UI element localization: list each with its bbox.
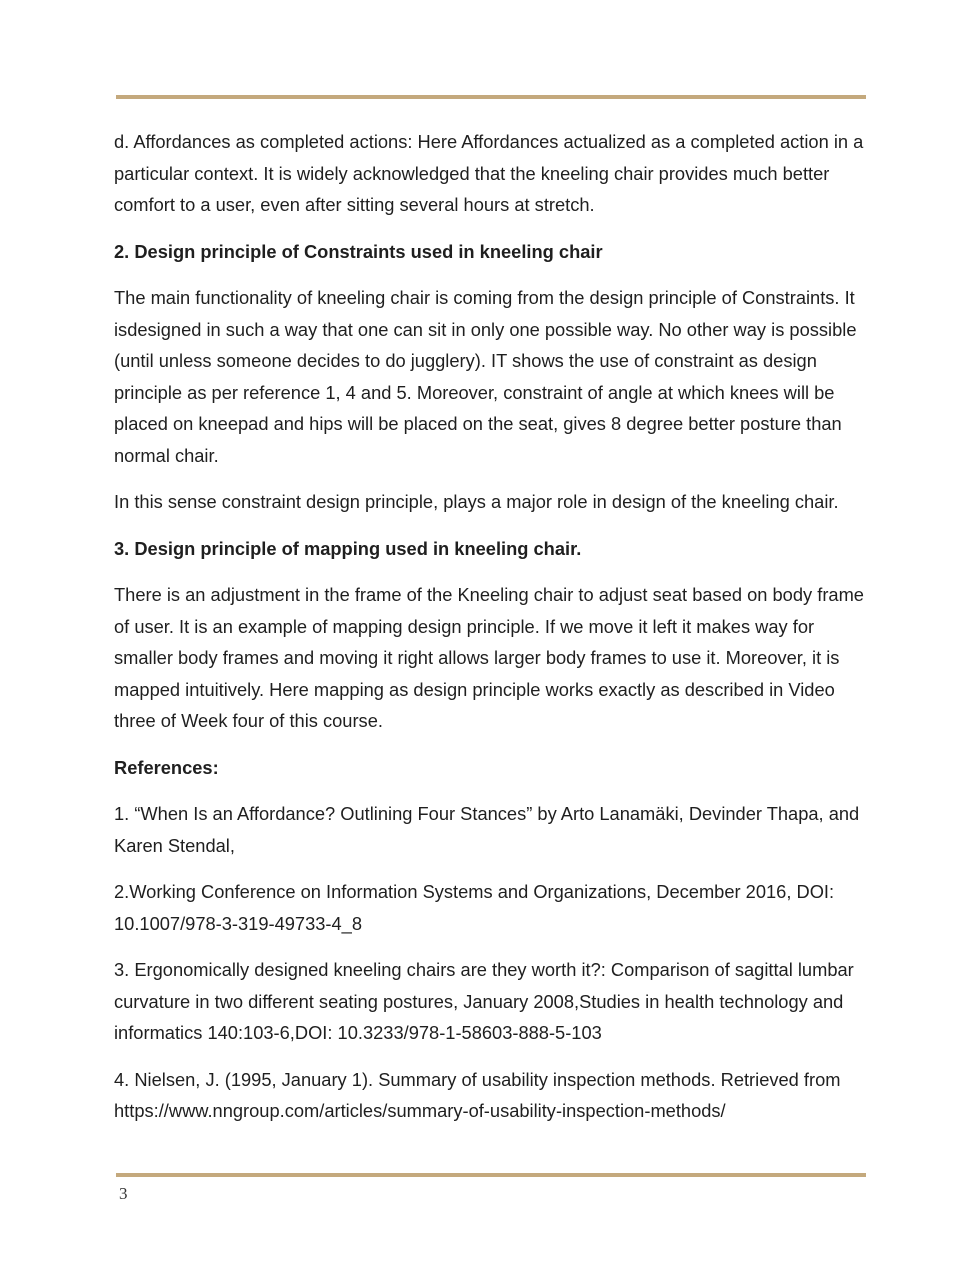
page-number: 3 xyxy=(119,1184,128,1203)
header-divider xyxy=(116,95,866,99)
paragraph-constraints-main: The main functionality of kneeling chair is coming from the design principle of Constraints. It isdesigned in such a way that one can sit in only one possible way. No other way is possible (until unless someone decides to do jugglery). IT shows the use of constraint as design principle as per reference 1, 4 and 5. Moreover, constraint of angle at which knees will be placed on kneepad and hips will be placed on the seat, gives 8 degree better posture than normal chair. xyxy=(114,287,857,466)
reference-item-1: 1. “When Is an Affordance? Outlining Four Stances” by Arto Lanamäki, Devinder Thapa, and Karen Stendal, xyxy=(114,803,860,856)
heading-references: References: xyxy=(114,756,219,778)
paragraph-constraints-summary: In this sense constraint design principle, plays a major role in design of the kneeling chair. xyxy=(114,491,839,512)
heading-mapping: 3. Design principle of mapping used in kneeling chair. xyxy=(114,537,582,559)
heading-constraints: 2. Design principle of Constraints used in kneeling chair xyxy=(114,240,603,262)
paragraph-affordances-completed-actions: d. Affordances as completed actions: Here Affordances actualized as a completed action in a particular context. It is widely acknowledged that the kneeling chair provides much better comfort to a user, even after sitting several hours at stretch. xyxy=(114,131,864,215)
document-body xyxy=(114,126,869,1142)
reference-item-4: 4. Nielsen, J. (1995, January 1). Summary of usability inspection methods. Retrieved from https://www.nngroup.com/articles/summary-of-usability-inspection-methods/ xyxy=(114,1068,841,1121)
footer-divider xyxy=(116,1173,866,1177)
paragraph-mapping: There is an adjustment in the frame of the Kneeling chair to adjust seat based on body frame of user. It is an example of mapping design principle. If we move it left it makes way for smaller body frames and moving it right allows larger body frames to use it. Moreover, it is mapped intuitively. Here mapping as design principle works exactly as described in Video three of Week four of this course. xyxy=(114,584,864,731)
reference-item-2: 2.Working Conference on Information Systems and Organizations, December 2016, DOI: 10.1007/978-3-319-49733-4_8 xyxy=(114,881,835,934)
reference-item-3: 3. Ergonomically designed kneeling chairs are they worth it?: Comparison of sagittal lumbar curvature in two different seating postures, January 2008,Studies in health technology and informatics 140:103-6,DOI: 10.3233/978-1-58603-888-5-103 xyxy=(114,959,854,1043)
